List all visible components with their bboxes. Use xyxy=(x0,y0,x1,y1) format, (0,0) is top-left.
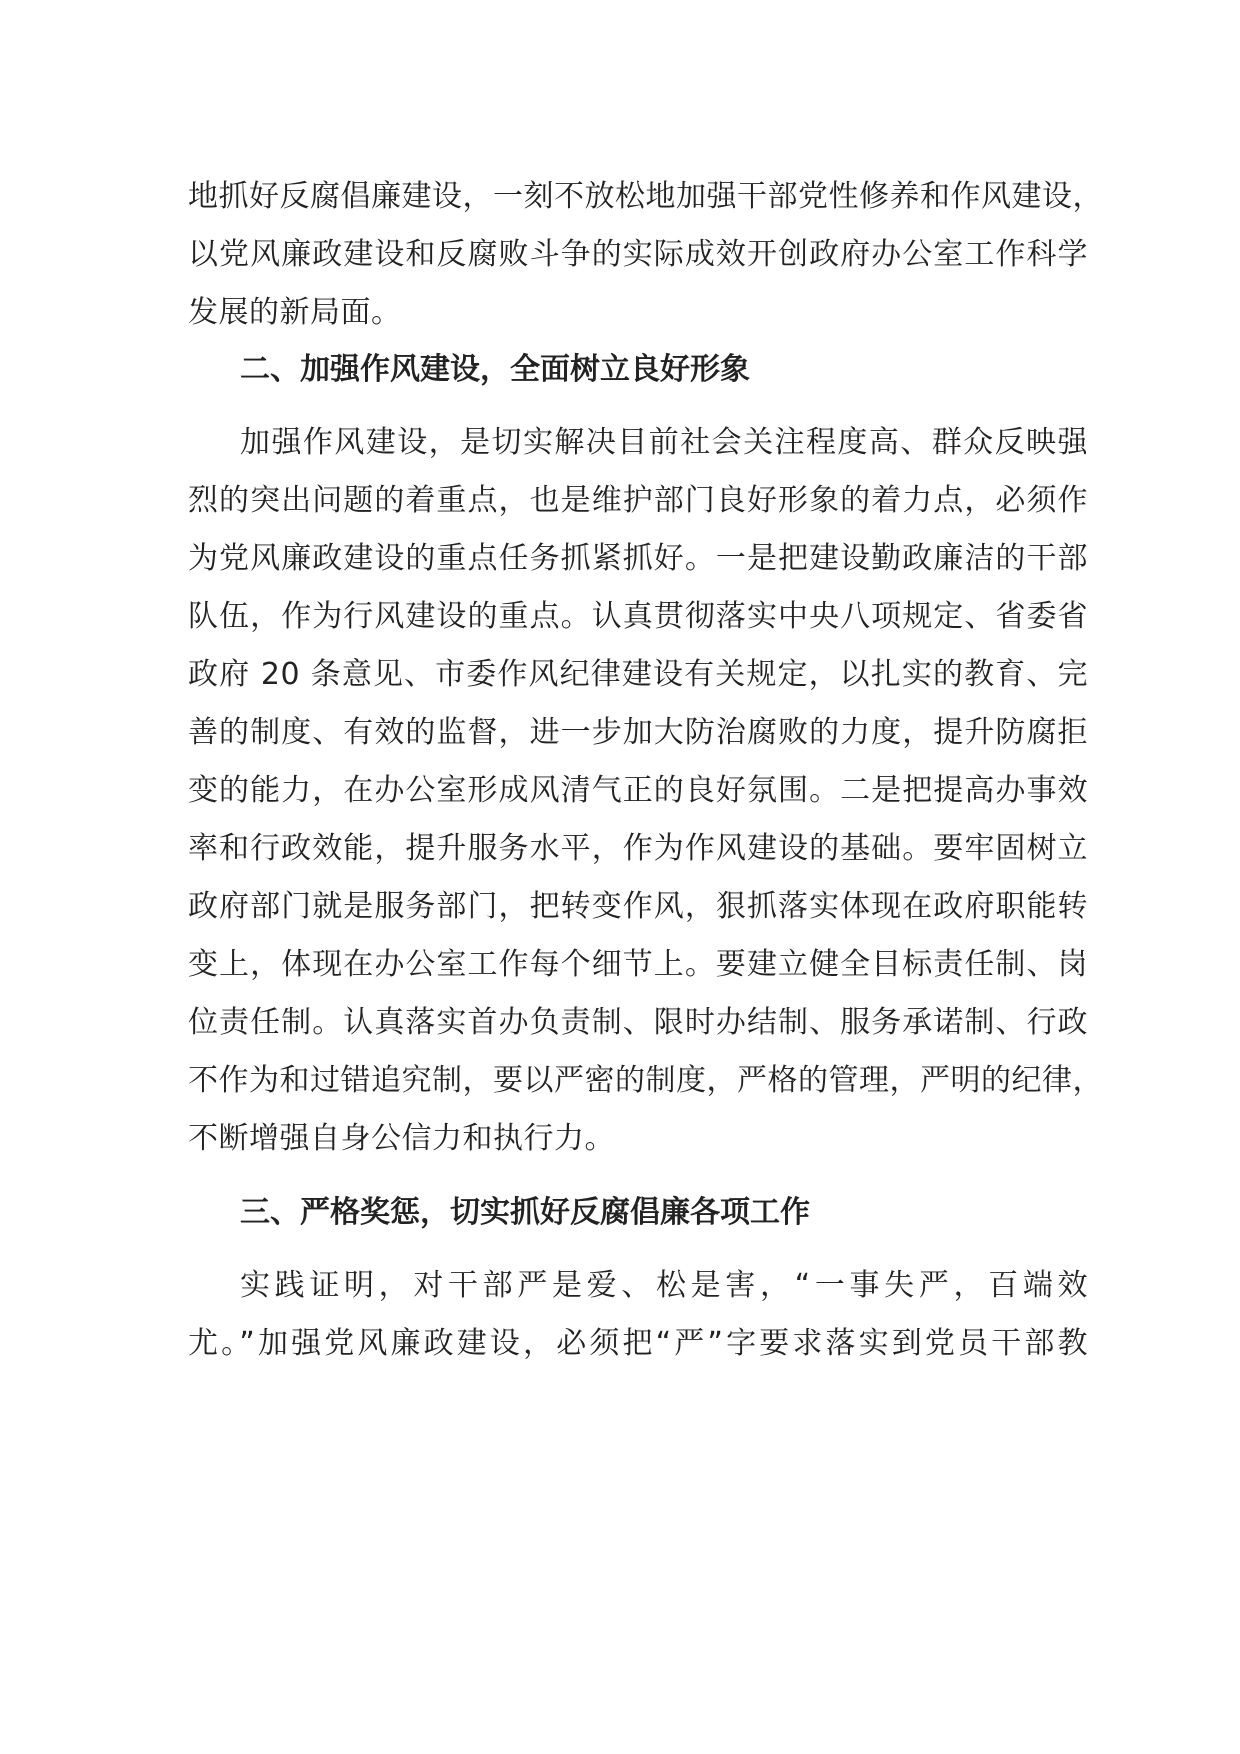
paragraph-line: 不作为和过错追究制，要以严密的制度，严格的管理，严明的纪律， xyxy=(188,1063,1103,1098)
paragraph-line: 政府部门就是服务部门，把转变作风，狠抓落实体现在政府职能转 xyxy=(188,889,1088,924)
paragraph-line: 变的能力，在办公室形成风清气正的良好氛围。二是把提高办事效 xyxy=(188,773,1088,808)
section-heading-3: 三、严格奖惩，切实抓好反腐倡廉各项工作 xyxy=(240,1195,810,1230)
paragraph-line: 变上，体现在办公室工作每个细节上。要建立健全目标责任制、岗 xyxy=(188,947,1088,982)
paragraph-line: 队伍，作为行风建设的重点。认真贯彻落实中央八项规定、省委省 xyxy=(188,599,1088,634)
paragraph-line: 加强作风建设，是切实解决目前社会关注程度高、群众反映强 xyxy=(240,425,1088,460)
paragraph-line: 位责任制。认真落实首办负责制、限时办结制、服务承诺制、行政 xyxy=(188,1005,1088,1040)
paragraph-line: 善的制度、有效的监督，进一步加大防治腐败的力度，提升防腐拒 xyxy=(188,715,1088,750)
paragraph-line: 地抓好反腐倡廉建设，一刻不放松地加强干部党性修养和作风建设， xyxy=(188,179,1103,214)
paragraph-line: 实践证明，对干部严是爱、松是害，“一事失严，百端效 xyxy=(240,1268,1088,1303)
paragraph-line: 率和行政效能，提升服务水平，作为作风建设的基础。要牢固树立 xyxy=(188,831,1088,866)
paragraph-line: 发展的新局面。 xyxy=(188,295,402,330)
paragraph-line: 不断增强自身公信力和执行力。 xyxy=(188,1121,615,1156)
paragraph-line: 为党风廉政建设的重点任务抓紧抓好。一是把建设勤政廉洁的干部 xyxy=(188,541,1088,576)
paragraph-line: 尤。”加强党风廉政建设，必须把“严”字要求落实到党员干部教 xyxy=(188,1326,1088,1361)
paragraph-line: 以党风廉政建设和反腐败斗争的实际成效开创政府办公室工作科学 xyxy=(188,237,1088,272)
paragraph-line: 政府 20 条意见、市委作风纪律建设有关规定，以扎实的教育、完 xyxy=(188,657,1088,692)
section-heading-2: 二、加强作风建设，全面树立良好形象 xyxy=(240,352,750,387)
paragraph-line: 烈的突出问题的着重点，也是维护部门良好形象的着力点，必须作 xyxy=(188,483,1088,518)
